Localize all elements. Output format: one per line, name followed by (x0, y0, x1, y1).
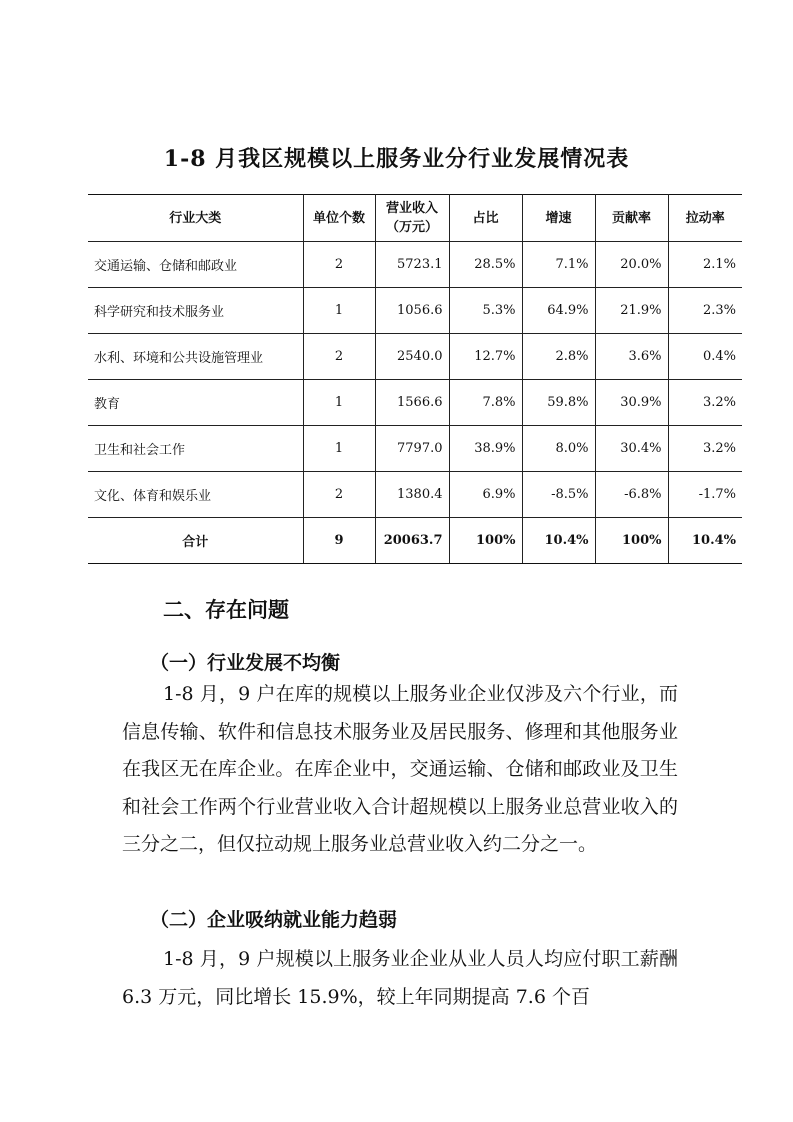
value-cell: 38.9% (449, 426, 522, 472)
value-cell: 28.5% (449, 242, 522, 288)
industry-name-cell: 水利、环境和公共设施管理业 (88, 334, 303, 380)
column-header: 营业收入 （万元） (375, 195, 449, 242)
value-cell: 0.4% (668, 334, 742, 380)
column-header: 增速 (522, 195, 595, 242)
table-row (88, 334, 742, 380)
value-cell: 30.9% (595, 380, 668, 426)
column-header: 单位个数 (303, 195, 375, 242)
value-cell: 2.1% (668, 242, 742, 288)
value-cell: 7.1% (522, 242, 595, 288)
value-cell: -1.7% (668, 472, 742, 518)
value-cell: 2 (303, 242, 375, 288)
value-cell: 1 (303, 380, 375, 426)
value-cell: 3.2% (668, 380, 742, 426)
value-cell: 12.7% (449, 334, 522, 380)
total-value-cell: 10.4% (522, 518, 595, 564)
paragraph: 1-8 月，9 户在库的规模以上服务业企业仅涉及六个行业，而信息传输、软件和信息技术服务业及居民服务、修理和其他服务业在我区无在库企业。在库企业中，交通运输、仓储和邮政业及卫生和社会工作两个行业营业收入合计超规模以上服务业总营业收入的三分之二，但仅拉动规上服务业总营业收入约二分之一。 (122, 683, 678, 855)
industry-name-cell: 文化、体育和娱乐业 (88, 472, 303, 518)
value-cell: 30.4% (595, 426, 668, 472)
subsection-heading: （一）行业发展不均衡 (150, 652, 341, 674)
industry-name-cell: 科学研究和技术服务业 (88, 288, 303, 334)
value-cell: 1056.6 (375, 288, 449, 334)
value-cell: 6.9% (449, 472, 522, 518)
column-header: 行业大类 (88, 195, 303, 242)
table-row (88, 426, 742, 472)
column-header: 贡献率 (595, 195, 668, 242)
table-body (88, 195, 742, 564)
value-cell: 1566.6 (375, 380, 449, 426)
column-header: 拉动率 (668, 195, 742, 242)
value-cell: -8.5% (522, 472, 595, 518)
column-header: 占比 (449, 195, 522, 242)
total-value-cell: 100% (595, 518, 668, 564)
industry-name-cell: 卫生和社会工作 (88, 426, 303, 472)
value-cell: 20.0% (595, 242, 668, 288)
industry-name-cell: 教育 (88, 380, 303, 426)
value-cell: 5.3% (449, 288, 522, 334)
section-heading: 二、存在问题 (163, 597, 289, 622)
industry-stats-table (88, 194, 742, 564)
value-cell: 1 (303, 426, 375, 472)
value-cell: 59.8% (522, 380, 595, 426)
total-label-cell: 合计 (88, 518, 303, 564)
table-row (88, 242, 742, 288)
value-cell: 7797.0 (375, 426, 449, 472)
value-cell: 2 (303, 334, 375, 380)
value-cell: 2.8% (522, 334, 595, 380)
table-row (88, 472, 742, 518)
value-cell: -6.8% (595, 472, 668, 518)
value-cell: 2540.0 (375, 334, 449, 380)
value-cell: 2 (303, 472, 375, 518)
total-value-cell: 9 (303, 518, 375, 564)
total-value-cell: 10.4% (668, 518, 742, 564)
value-cell: 1380.4 (375, 472, 449, 518)
value-cell: 3.2% (668, 426, 742, 472)
value-cell: 3.6% (595, 334, 668, 380)
subsection-heading: （二）企业吸纳就业能力趋弱 (150, 909, 398, 931)
table-title: 1-8 月我区规模以上服务业分行业发展情况表 (163, 146, 630, 172)
industry-name-cell: 交通运输、仓储和邮政业 (88, 242, 303, 288)
value-cell: 2.3% (668, 288, 742, 334)
table-row (88, 288, 742, 334)
table-row (88, 380, 742, 426)
value-cell: 7.8% (449, 380, 522, 426)
value-cell: 1 (303, 288, 375, 334)
value-cell: 64.9% (522, 288, 595, 334)
total-value-cell: 100% (449, 518, 522, 564)
total-value-cell: 20063.7 (375, 518, 449, 564)
table-total-row (88, 518, 742, 564)
paragraph: 1-8 月，9 户规模以上服务业企业从业人员人均应付职工薪酬 6.3 万元，同比增长 15.9%，较上年同期提高 7.6 个百 (122, 948, 678, 1008)
value-cell: 8.0% (522, 426, 595, 472)
value-cell: 5723.1 (375, 242, 449, 288)
table-header-row (88, 195, 742, 242)
value-cell: 21.9% (595, 288, 668, 334)
